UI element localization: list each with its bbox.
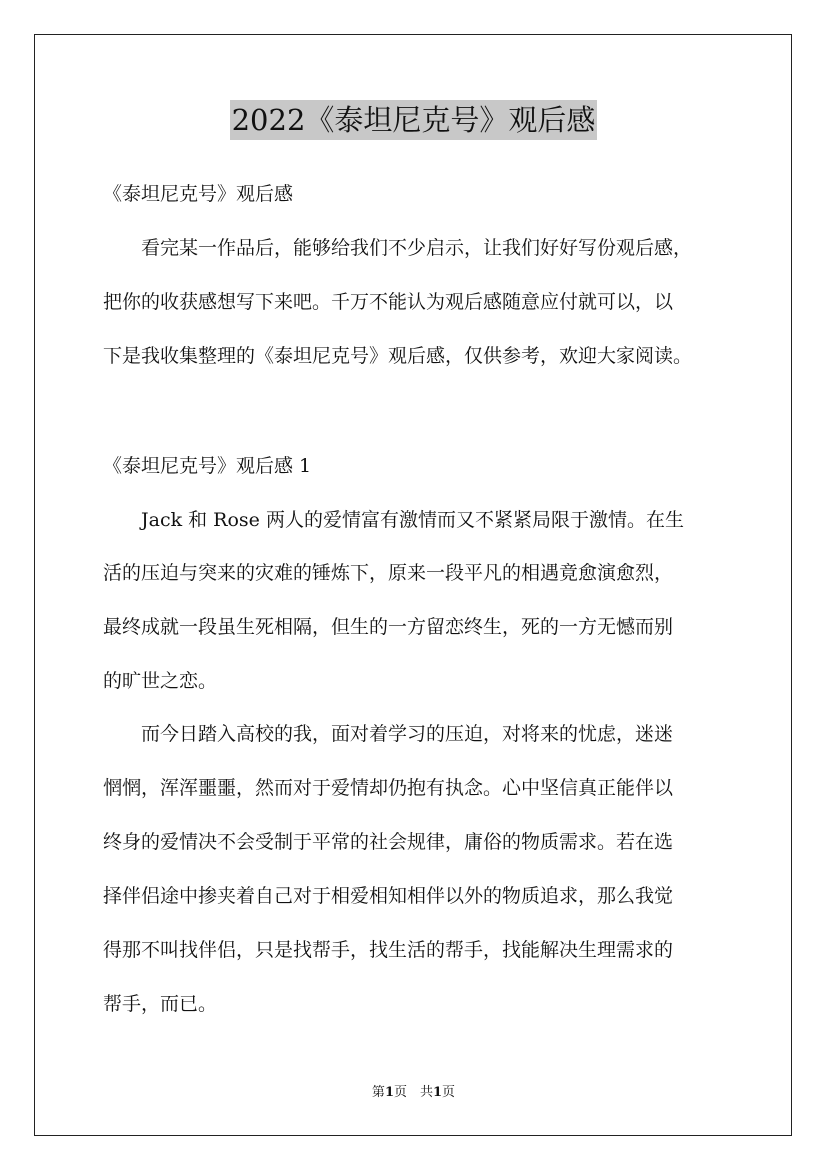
- body-line: 最终成就一段虽生死相隔，但生的一方留恋终生，死的一方无憾而别: [103, 616, 674, 638]
- body-line: 把你的收获感想写下来吧。千万不能认为观后感随意应付就可以，以: [103, 291, 674, 313]
- title-container: [0, 100, 827, 140]
- section-heading: 《泰坦尼克号》观后感: [103, 183, 294, 205]
- document-title: 2022《泰坦尼克号》观后感: [230, 100, 598, 140]
- body-line: 而今日踏入高校的我，面对着学习的压迫，对将来的忧虑，迷迷: [103, 723, 674, 745]
- footer-page-number: 1: [384, 1085, 394, 1100]
- footer-middle: 页 共: [393, 1085, 433, 1100]
- page-footer: [0, 1084, 827, 1102]
- body-line: 得那不叫找伴侣，只是找帮手，找生活的帮手，找能解决生理需求的: [103, 939, 674, 961]
- body-line: 的旷世之恋。: [103, 670, 218, 692]
- body-line: Jack 和 Rose 两人的爱情富有激情而又不紧紧局限于激情。在生: [103, 509, 684, 531]
- body-line: 惘惘，浑浑噩噩，然而对于爱情却仍抱有执念。心中坚信真正能伴以: [103, 777, 674, 799]
- footer-prefix: 第: [371, 1085, 385, 1100]
- body-line: 终身的爱情决不会受制于平常的社会规律，庸俗的物质需求。若在选: [103, 831, 674, 853]
- body-line: 下是我收集整理的《泰坦尼克号》观后感，仅供参考，欢迎大家阅读。: [103, 345, 693, 367]
- body-line: 看完某一作品后，能够给我们不少启示，让我们好好写份观后感，: [103, 237, 693, 259]
- body-line: 择伴侣途中掺夹着自己对于相爱相知相伴以外的物质追求，那么我觉: [103, 885, 674, 907]
- body-line: 帮手，而已。: [103, 993, 218, 1015]
- body-line: 活的压迫与突来的灾难的锤炼下，原来一段平凡的相遇竟愈演愈烈，: [103, 562, 674, 584]
- section-heading: 《泰坦尼克号》观后感 1: [103, 455, 312, 477]
- footer-page-total: 1: [433, 1085, 443, 1100]
- footer-suffix: 页: [442, 1085, 456, 1100]
